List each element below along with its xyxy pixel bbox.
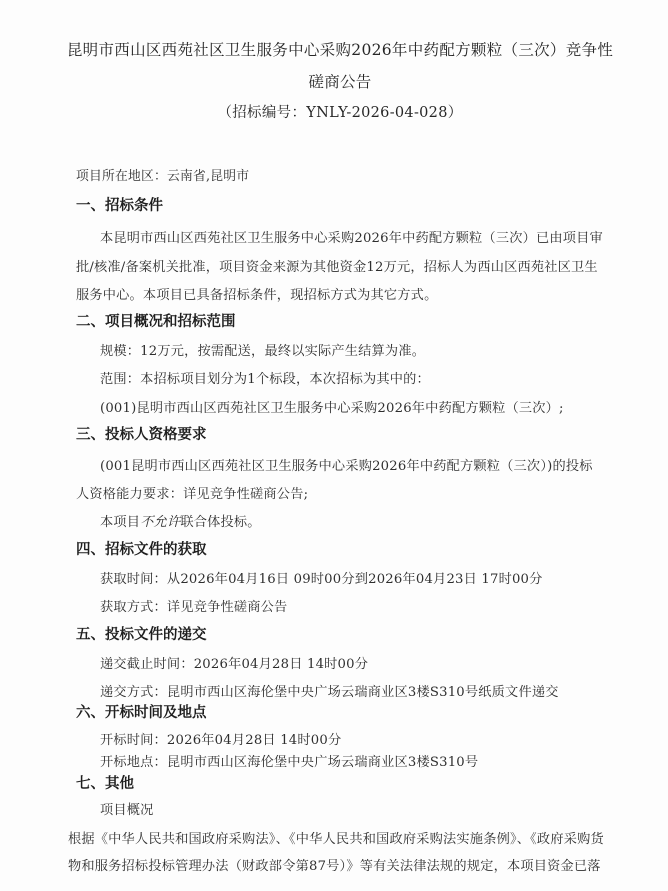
- section-6-time: 开标时间：2026年04月28日 14时00分: [100, 733, 342, 748]
- section-1-line-1: 本昆明市西山区西苑社区卫生服务中心采购2026年中药配方颗粒（三次）已由项目审: [100, 231, 603, 246]
- section-heading-2: 二、项目概况和招标范围: [76, 314, 236, 330]
- section-3-line-2: 人资格能力要求：详见竞争性磋商公告;: [76, 487, 309, 502]
- section-5-method: 递交方式：昆明市西山区海伦堡中央广场云瑞商业区3楼S310号纸质文件递交: [100, 685, 559, 700]
- section-heading-6: 六、开标时间及地点: [76, 705, 207, 721]
- section-5-deadline: 递交截止时间：2026年04月28日 14时00分: [100, 657, 369, 672]
- section-heading-3: 三、投标人资格要求: [76, 427, 207, 443]
- section-heading-4: 四、招标文件的获取: [76, 542, 207, 558]
- tender-number: （招标编号：YNLY-2026-04-028）: [217, 105, 463, 121]
- document-title-line1: 昆明市西山区西苑社区卫生服务中心采购2026年中药配方颗粒（三次）竞争性: [66, 41, 614, 59]
- document-title-line2: 磋商公告: [308, 73, 372, 91]
- consortium-emphasis: 不允许: [140, 515, 181, 530]
- section-6-location: 开标地点：昆明市西山区海伦堡中央广场云瑞商业区3楼S310号: [100, 755, 479, 770]
- section-heading-1: 一、招标条件: [76, 198, 163, 214]
- section-7-line-2: 物和服务招标投标管理办法（财政部令第87号）》等有关法律法规的规定，本项目资金已落: [68, 859, 601, 874]
- section-3-line-1: (001昆明市西山区西苑社区卫生服务中心采购2026年中药配方颗粒（三次）)的投标: [100, 459, 593, 474]
- section-2-scope: 范围：本招标项目划分为1个标段，本次招标为其中的：: [100, 372, 430, 387]
- section-2-scale: 规模：12万元，按需配送，最终以实际产生结算为准。: [100, 344, 426, 359]
- section-3-consortium: [100, 511, 261, 530]
- section-1-line-3: 服务中心。本项目已具备招标条件，现招标方式为其它方式。: [76, 288, 438, 303]
- section-7-overview: 项目概况: [100, 803, 154, 818]
- consortium-prefix: 本项目: [100, 515, 141, 530]
- section-7-line-1: 根据《中华人民共和国政府采购法》、《中华人民共和国政府采购法实施条例》、《政府采购货: [68, 832, 604, 847]
- section-4-method: 获取方式：详见竞争性磋商公告: [100, 600, 288, 615]
- section-1-line-2: 批/核准/备案机关批准，项目资金来源为其他资金12万元，招标人为西山区西苑社区卫生: [76, 260, 598, 275]
- section-4-time: 获取时间：从2026年04月16日 09时00分到2026年04月23日 17时00分: [100, 572, 543, 587]
- project-location: 项目所在地区：云南省,昆明市: [76, 169, 250, 184]
- section-2-lot: (001)昆明市西山区西苑社区卫生服务中心采购2026年中药配方颗粒（三次）;: [100, 401, 564, 416]
- section-heading-7: 七、其他: [76, 776, 134, 792]
- section-heading-5: 五、投标文件的递交: [76, 627, 207, 643]
- consortium-suffix: 联合体投标。: [180, 515, 261, 530]
